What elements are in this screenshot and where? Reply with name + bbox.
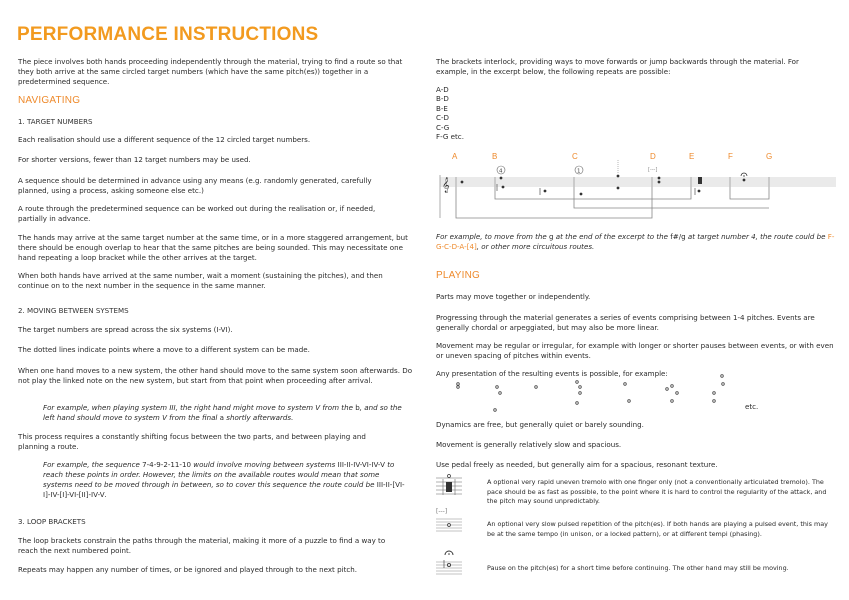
repeat-item: C-D xyxy=(436,113,449,123)
target-numbers-paragraph: A route through the predetermined sequence can be worked out during the realisation or, if needed, partially in advance. xyxy=(18,204,376,223)
target-numbers-paragraph: Each realisation should use a different sequence of the 12 circled target numbers. xyxy=(18,135,311,144)
moving-between-systems-heading: 2. MOVING BETWEEN SYSTEMS xyxy=(18,306,129,315)
target-numbers-paragraph: The hands may arrive at the same target number at the same time, or in a more staggered arrangement, but there should be enough overlap to hear that the same pitches are being sounded. This may necessitate one hand repeating a loop bracket while the other arrives at the target. xyxy=(18,233,408,262)
target-number-4-label: 4 xyxy=(499,168,503,175)
page-title: PERFORMANCE INSTRUCTIONS xyxy=(17,24,319,45)
loop-brackets-heading: 3. LOOP BRACKETS xyxy=(18,517,86,526)
repeats-list xyxy=(436,85,464,141)
playing-paragraph: Movement is generally relatively slow and spacious. xyxy=(436,440,622,449)
treble-clef-icon: 𝄞 xyxy=(442,178,450,193)
target-numbers-paragraph: A sequence should be determined in advance using any means (e.g. randomly generated, carefully planned, using a process, asking someone else etc.) xyxy=(18,176,372,195)
pulse-bracket-label: [---] xyxy=(648,167,658,173)
note xyxy=(500,177,503,180)
note xyxy=(502,186,505,189)
tremolo-chord xyxy=(698,177,702,184)
legend-pulse-bracket: [---] xyxy=(436,508,448,515)
note xyxy=(461,181,464,184)
playing-paragraph: Progressing through the material generates a series of events comprising between 1-4 pitches. Events are generally chordal or arpeggiated, but may also be more linear. xyxy=(436,313,815,332)
playing-heading: PLAYING xyxy=(436,270,481,281)
loop-bracket-c-g xyxy=(574,187,769,208)
note xyxy=(580,193,583,196)
playing-paragraph: Any presentation of the resulting events is possible, for example: xyxy=(436,369,668,378)
note xyxy=(698,190,701,193)
legend-pulse-text: An optional very slow pulsed repetition of the pitch(es). If both hands are playing a pulsed event, this may be at the same tempo (in unison, or a locked pattern), or at different tempi (phasing). xyxy=(487,520,828,538)
legend-tremolo-text: A optional very rapid uneven tremolo with one finger only (not a conventionally articulated tremolo). The pace should be as fast as possible, to the point where it is hard to control the regularity of the attack, and the pitch may sound unpredictably. xyxy=(487,478,827,505)
moving-paragraph: This process requires a constantly shifting focus between the two parts, and between playing and planning a route. xyxy=(18,432,366,451)
playing-paragraph: Parts may move together or independently. xyxy=(436,292,591,301)
moving-paragraph: The dotted lines indicate points where a move to a different system can be made. xyxy=(18,345,310,354)
loop-paragraph: The loop brackets constrain the paths through the material, making it more of a puzzle to find a way to reach the next numbered point. xyxy=(18,536,386,555)
repeat-item: C-G xyxy=(436,122,450,132)
legend-fermata-text: Pause on the pitch(es) for a short time before continuing. The other hand may still be moving. xyxy=(487,564,789,572)
playing-paragraph: Use pedal freely as needed, but generally aim for a spacious, resonant texture. xyxy=(436,460,718,469)
repeat-item: F-G etc. xyxy=(436,132,464,142)
example-sequence: For example, the sequence 7-4-9-2-11-10 would involve moving between systems III-II-IV-VI-IV-V to reach these points in order. However, the limits on the available routes would mean that some systems need to be moved through in between, so to cover this sequence the route could be III-II-[VI-I]-IV-[I]-VI-[II]-IV-V. xyxy=(43,460,405,499)
intro-paragraph: The piece involves both hands proceeding independently through the material, trying to find a route so that they both arrive at the same circled target numbers (which have the same pitch(es)) together in a predetermined sequence. xyxy=(18,57,403,86)
playing-paragraph: Dynamics are free, but generally quiet or barely sounding. xyxy=(436,420,644,429)
bracket-letter-f: F xyxy=(728,152,733,161)
repeat-item: A-D xyxy=(436,85,449,94)
example-system-move: For example, when playing system III, the right hand might move to system V from the b, and so the left hand should move to system V from the final a shortly afterwards. xyxy=(43,403,402,422)
target-number-1-label: 1 xyxy=(577,168,581,175)
loop-bracket-b-e xyxy=(495,187,691,199)
bracket-letter-e: E xyxy=(689,152,695,161)
loop-paragraph: Repeats may happen any number of times, or be ignored and played through to the next pitch. xyxy=(18,565,357,574)
note xyxy=(743,179,746,182)
repeat-item: B-E xyxy=(436,103,448,113)
target-numbers-heading: 1. TARGET NUMBERS xyxy=(18,117,93,126)
navigating-heading: NAVIGATING xyxy=(18,95,81,106)
event-notes xyxy=(457,375,725,412)
loop-bracket-f-g xyxy=(730,187,769,199)
bracket-letter-c: C xyxy=(572,152,578,161)
loop-bracket-lines xyxy=(456,187,769,218)
events-etc: etc. xyxy=(745,402,759,411)
note xyxy=(617,175,620,178)
accidentals xyxy=(497,184,695,195)
target-numbers-paragraph: When both hands have arrived at the same number, wait a moment (sustaining the pitches), and then continue on to the next number in the sequence in the same manner. xyxy=(18,271,383,290)
note xyxy=(658,181,661,184)
note xyxy=(658,177,661,180)
bracket-letter-b: B xyxy=(492,152,498,161)
staff-lines xyxy=(440,178,836,186)
staff-excerpt xyxy=(436,160,841,222)
tremolo-notation-icon xyxy=(436,474,462,496)
example-route: For example, to move from the g at the end of the excerpt to the f#/g at target number 4, the route could be F-G-C-D-A-[4], or other more circuitous routes. xyxy=(436,232,835,251)
note xyxy=(617,187,620,190)
pulse-bracket-notation-icon xyxy=(436,516,462,532)
events-example xyxy=(436,374,766,419)
bracket-letter-a: A xyxy=(452,152,458,161)
moving-paragraph: When one hand moves to a new system, the other hand should move to the same system soon afterwards. Do not play the linked note on the new system, but start from that point when proceeding after arrival. xyxy=(18,366,413,385)
repeat-item: B-D xyxy=(436,94,449,104)
bracket-letter-g: G xyxy=(766,152,773,161)
note xyxy=(544,190,547,193)
bracket-letter-d: D xyxy=(650,152,656,161)
fermata-notation-icon xyxy=(436,548,462,576)
loop-paragraph: The brackets interlock, providing ways to move forwards or jump backwards through the material. For example, in the excerpt below, the following repeats are possible: xyxy=(436,57,799,76)
loop-bracket-a-d xyxy=(456,187,652,218)
playing-paragraph: Movement may be regular or irregular, for example with longer or shorter pauses between events, or with even or uneven spacing of pitches within events. xyxy=(436,341,834,360)
target-numbers-paragraph: For shorter versions, fewer than 12 target numbers may be used. xyxy=(18,155,251,164)
moving-paragraph: The target numbers are spread across the six systems (I-VI). xyxy=(18,325,233,334)
